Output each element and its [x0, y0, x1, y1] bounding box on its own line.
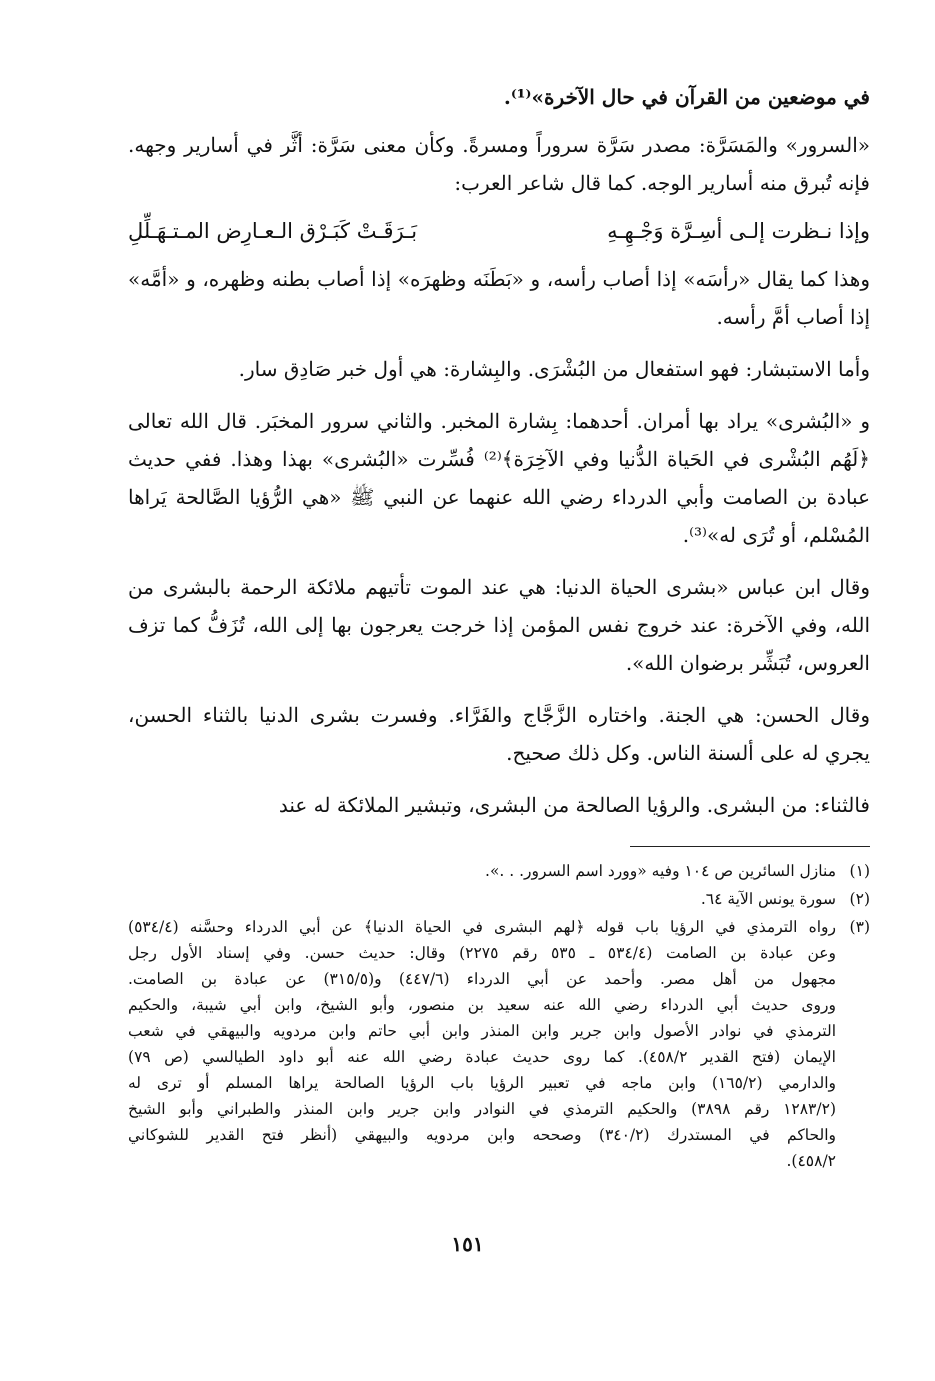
footnote-2 [128, 886, 870, 912]
footnote-3 [128, 914, 870, 1174]
footnote-line: الإيمان (فتح القدير ٤٥٨/٢). كما روى حديث عبادة رضي الله عنه أبو داود الطيالسي (ص ٧٩) [128, 1048, 836, 1066]
footnote-number: (١) [849, 862, 870, 880]
footnote-line: ٤٥٨/٢). [786, 1152, 836, 1170]
main-text [128, 78, 870, 838]
footnote-line: منازل السائرين ص ١٠٤ وفيه «وورد اسم السرور. . .». [485, 862, 836, 880]
paragraph-8: فالثناء: من البشرى. والرؤيا الصالحة من البشرى، وتبشير الملائكة له عند [278, 793, 870, 817]
paragraph-4: وأما الاستبشار: فهو استفعال من البُشْرَى. والبِشارة: هي أول خبر صَادِق سار. [238, 357, 870, 381]
verse-first-hemistich: وإذا نـظرت إلـى أسِـرَّة وَجْـهِـهِ [607, 219, 870, 243]
footnote-divider [630, 846, 870, 847]
footnotes [128, 858, 870, 1176]
footnote-line: سورة يونس الآية ٦٤. [700, 890, 836, 908]
page-number: ١٥١ [451, 1232, 484, 1256]
footnote-line: رواه الترمذي في الرؤيا باب قوله ﴿لهم البشرى في الحياة الدنيا﴾ عن أبي الدرداء وحسَّنه (٥٣٤/٤) [128, 918, 836, 936]
footnote-line: (١٢٨٣/٢ رقم ٣٨٩٨) والحكيم الترمذي في النوادر وابن جرير وابن المنذر والطبراني وأبو الشيخ [128, 1100, 836, 1118]
footnote-line: وعن عبادة بن الصامت (٥٣٤/٤ ـ ٥٣٥ رقم ٢٢٧٥) وقال: حديث حسن. وفي إسناد الأول رجل [128, 944, 836, 962]
poetry-verse [128, 212, 870, 250]
footnote-1 [128, 858, 870, 884]
paragraph-7: وقال الحسن: هي الجنة. واختاره الزَّجَّاج والفَرَّاء. وفسرت بشرى الدنيا بالثناء الحسن، يجري له على ألسنة الناس. وكل ذلك صحيح. [128, 703, 870, 765]
footnote-line: الترمذي في نوادر الأصول وابن جرير وابن المنذر وابن أبي حاتم وابن مردويه والبيهقي في شعب [128, 1022, 836, 1040]
footnote-number: (٣) [849, 918, 870, 936]
paragraph-6: وقال ابن عباس «بشرى الحياة الدنيا: هي عند الموت تأتيهم ملائكة الرحمة بالبشرى من الله، وفي الآخرة: عند خروج نفس المؤمن إذا خرجت يعرجون بها إلى الله، تُزَفُّ كما تزف العروس، تُبَشِّر برضوان الله». [128, 575, 871, 675]
paragraph-2: «السرور» والمَسَرَّة: مصدر سَرَّة سروراً ومسرةً. وكأن معنى سَرَّة: أثَّر في أسارير وجهه. فإنه تُبرق منه أسارير الوجه. كما قال شاعر العرب: [128, 133, 870, 195]
footnote-line: والحاكم في المستدرك (٣٤٠/٢) وصححه وابن مردويه والبيهقي (أنظر فتح القدير للشوكاني [128, 1126, 836, 1144]
verse-second-hemistich: بَـرَقَـتْ كَبَـرْق الـعـارِض المـتـهَـلِّلِ [128, 219, 418, 243]
footnote-line: وروى حديث أبي الدرداء رضي الله عنه سعيد بن منصور، وأبو الشيخ، وابن أبي شيبة، والحكيم [128, 996, 836, 1014]
footnote-number: (٢) [849, 890, 870, 908]
paragraph-1: في موضعين من القرآن في حال الآخرة»⁽¹⁾. [503, 85, 870, 109]
footnote-line: والدارمي (١٦٥/٢) وابن ماجه في تعبير الرؤيا باب الرؤيا الصالحة يراها المسلم أو ترى له [128, 1074, 836, 1092]
footnote-line: مجهول من أهل مصر. وأحمد عن أبي الدرداء (٤٤٧/٦) و(٣١٥/٥) عن عبادة بن الصامت. [128, 970, 837, 988]
paragraph-5: و «البُشرى» يراد بها أمران. أحدهما: بِشارة المخبر. والثاني سرور المخبَر. قال الله تعالى ﴿لَهُم البُشْرى في الحَياة الدُّنيا وفي الآخِرَة﴾⁽²⁾ فُسِّرت «البُشرى» بهذا وهذا. ففي حديث عبادة بن الصامت وأبي الدرداء رضي الله عنهما عن النبي ﷺ «هي الرُّؤيا الصَّالحة يَراها المُسْلم، أو تُرَى له»⁽³⁾. [128, 409, 870, 547]
paragraph-3: وهذا كما يقال «رأسَه» إذا أصاب رأسه، و «بَطَنَه وظهرَه» إذا أصاب بطنه وظهره، و «أمَّه» إذا أصاب أمَّ رأسه. [128, 267, 870, 329]
